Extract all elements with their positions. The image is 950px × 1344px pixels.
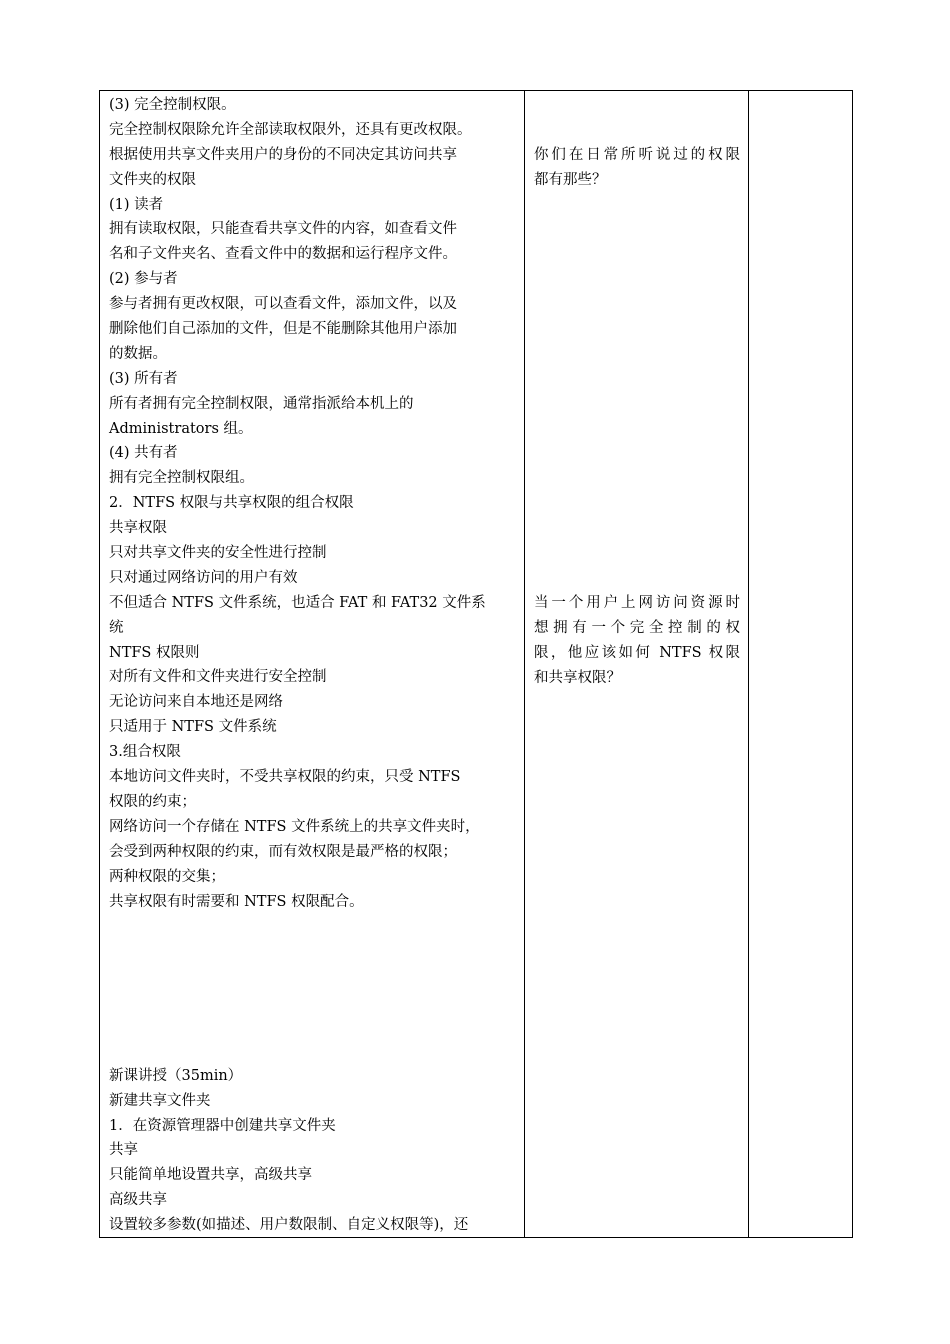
question-line: 都有那些？ xyxy=(534,171,607,188)
discussion-question-1 xyxy=(534,143,740,193)
content-line: 1．在资源管理器中创建共享文件夹 xyxy=(109,1117,336,1134)
question-line: 限，他应该如何 NTFS 权限 xyxy=(534,644,740,661)
content-line xyxy=(109,1039,519,1064)
content-line: 只能简单地设置共享，高级共享 xyxy=(109,1167,312,1184)
content-line: Administrators 组。 xyxy=(109,420,253,437)
content-line: 会受到两种权限的约束，而有效权限是最严格的权限； xyxy=(109,843,457,860)
content-line: 设置较多参数(如描述、用户数限制、自定义权限等)，还 xyxy=(109,1217,469,1234)
question-line: 想拥有一个完全控制的权 xyxy=(534,619,740,636)
content-line: 2．NTFS 权限与共享权限的组合权限 xyxy=(109,495,354,512)
content-line: NTFS 权限则 xyxy=(109,644,200,661)
content-line: 所有者拥有完全控制权限，通常指派给本机上的 xyxy=(109,395,414,412)
column-divider xyxy=(524,91,525,1237)
content-line: 高级共享 xyxy=(109,1192,167,1209)
content-line: 3.组合权限 xyxy=(109,744,181,761)
content-line: 共享权限有时需要和 NTFS 权限配合。 xyxy=(109,893,364,910)
content-line: 删除他们自己添加的文件，但是不能删除其他用户添加 xyxy=(109,321,457,338)
question-line: 当一个用户上网访问资源时 xyxy=(534,595,740,611)
content-line: 对所有文件和文件夹进行安全控制 xyxy=(109,669,327,686)
content-line: 只对共享文件夹的安全性进行控制 xyxy=(109,545,327,562)
content-line: (2) 参与者 xyxy=(109,271,178,288)
content-line: 无论访问来自本地还是网络 xyxy=(109,694,283,711)
content-line: (3) 所有者 xyxy=(109,370,178,387)
question-line: 和共享权限？ xyxy=(534,669,621,686)
content-line: 共享权限 xyxy=(109,520,167,537)
content-line xyxy=(109,989,519,1014)
lesson-content-cell xyxy=(109,93,519,1238)
content-line: 统 xyxy=(109,619,124,636)
content-line: (1) 读者 xyxy=(109,196,164,213)
content-line: 拥有完全控制权限组。 xyxy=(109,470,254,487)
content-line xyxy=(109,914,519,939)
content-line: 两种权限的交集； xyxy=(109,868,225,885)
content-line: 网络访问一个存储在 NTFS 文件系统上的共享文件夹时， xyxy=(109,818,480,835)
content-line: 不但适合 NTFS 文件系统，也适合 FAT 和 FAT32 文件系 xyxy=(109,594,486,611)
content-line: 新建共享文件夹 xyxy=(109,1092,211,1109)
content-line: 的数据。 xyxy=(109,345,167,362)
content-line: 名和子文件夹名、查看文件中的数据和运行程序文件。 xyxy=(109,246,457,263)
content-line: 只对通过网络访问的用户有效 xyxy=(109,569,298,586)
content-line: 参与者拥有更改权限，可以查看文件，添加文件，以及 xyxy=(109,296,457,313)
content-line: 完全控制权限除允许全部读取权限外，还具有更改权限。 xyxy=(109,121,472,138)
content-line xyxy=(109,964,519,989)
content-line: (3) 完全控制权限。 xyxy=(109,97,236,113)
content-line: 共享 xyxy=(109,1142,138,1159)
content-line: 新课讲授（35min） xyxy=(109,1067,243,1084)
content-line: 权限的约束； xyxy=(109,793,196,810)
content-line: 根据使用共享文件夹用户的身份的不同决定其访问共享 xyxy=(109,146,457,163)
content-line xyxy=(109,1014,519,1039)
lesson-table xyxy=(99,90,853,1238)
column-divider xyxy=(748,91,749,1237)
question-line: 你们在日常所听说过的权限 xyxy=(534,147,740,163)
content-line: 只适用于 NTFS 文件系统 xyxy=(109,719,277,736)
content-line: (4) 共有者 xyxy=(109,445,178,462)
content-line: 拥有读取权限，只能查看共享文件的内容，如查看文件 xyxy=(109,221,457,238)
content-line xyxy=(109,939,519,964)
content-line: 本地访问文件夹时，不受共享权限的约束，只受 NTFS xyxy=(109,769,461,786)
content-line: 文件夹的权限 xyxy=(109,171,196,188)
discussion-question-2 xyxy=(534,591,740,691)
